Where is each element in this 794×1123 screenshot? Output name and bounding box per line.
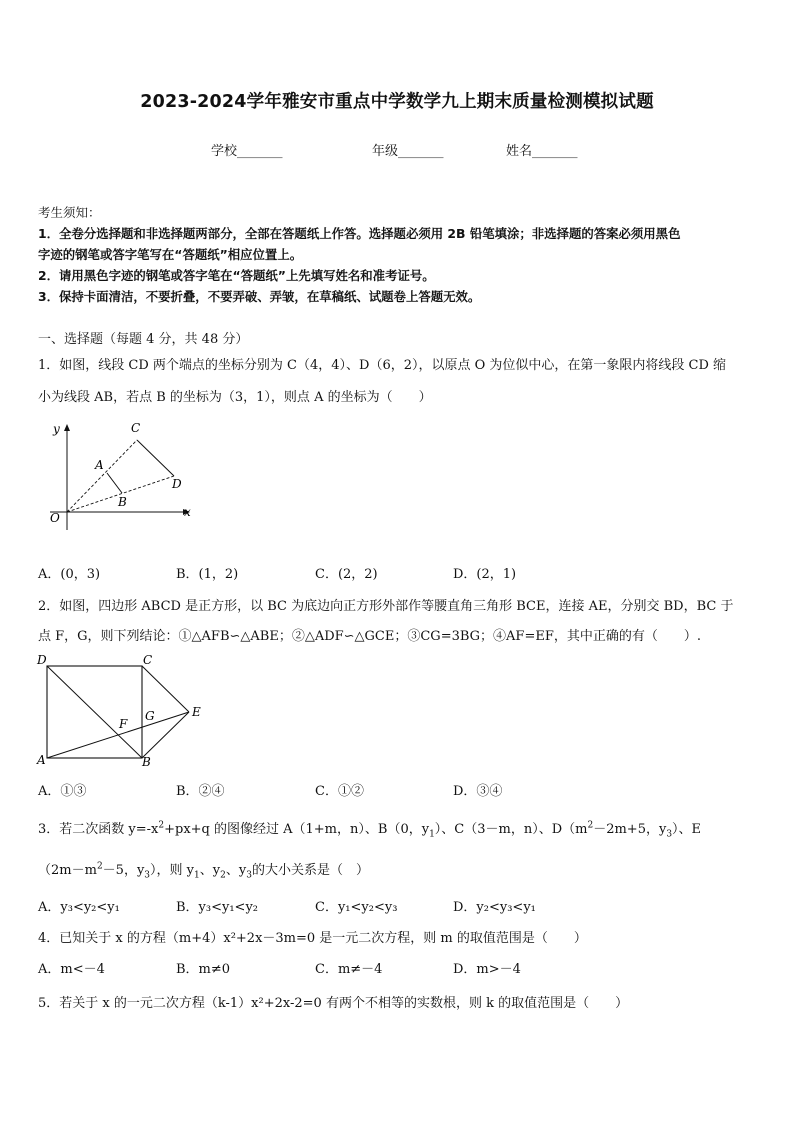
q3-line1-part-d: －2m+5，y — [593, 822, 667, 837]
q1-option-d[interactable]: D．(2，1) — [453, 567, 517, 582]
q3-line1-part-a: 3．若二次函数 y=-x — [38, 822, 159, 837]
q2-label-e: E — [192, 705, 201, 719]
q1-label-b: B — [118, 495, 127, 509]
q2-option-c[interactable]: C．①② — [315, 784, 364, 799]
q3-line2-part-a: （2m－m — [38, 863, 97, 878]
q1-option-c[interactable]: C．(2，2) — [315, 567, 378, 582]
q3-option-a[interactable]: A．y₃<y₂<y₁ — [38, 900, 120, 915]
q3-line2-part-b: －5，y — [102, 863, 145, 878]
name-field: 姓名_______ — [506, 144, 578, 159]
q1-label-y: y — [53, 422, 60, 436]
q1-text-line-2: 小为线段 AB，若点 B 的坐标为（3，1），则点 A 的坐标为（ ） — [38, 390, 432, 405]
q2-label-a: A — [37, 753, 46, 767]
q1-option-b[interactable]: B．(1，2) — [176, 567, 239, 582]
q1-label-x: x — [184, 505, 191, 519]
q3-line2-part-d: 、y — [199, 863, 221, 878]
q4-option-c[interactable]: C．m≠－4 — [315, 962, 383, 977]
q1-text-line-1: 1．如图，线段 CD 两个端点的坐标分别为 C（4，4）、D（6，2），以原点 O 为位似中心，在第一象限内将线段 CD 缩 — [38, 358, 727, 373]
q1-y-arrow — [64, 424, 70, 431]
q2-diagonal-bd — [47, 666, 142, 758]
notice-item-1-line-2: 字迹的钢笔或答字笔写在“答题纸”相应位置上。 — [38, 247, 303, 262]
q3-option-c[interactable]: C．y₁<y₂<y₃ — [315, 900, 398, 915]
school-field: 学校_______ — [211, 144, 283, 159]
q4-option-d[interactable]: D．m>－4 — [453, 962, 521, 977]
q1-label-o: O — [50, 511, 60, 525]
q2-segment-ce — [142, 666, 189, 712]
q2-label-g: G — [145, 709, 155, 723]
q2-label-f: F — [119, 717, 128, 731]
q2-option-a[interactable]: A．①③ — [38, 784, 87, 799]
q2-text-line-1: 2．如图，四边形 ABCD 是正方形，以 BC 为底边向正方形外部作等腰直角三角形 BCE，连接 AE，分别交 BD，BC 于 — [38, 599, 734, 614]
q3-option-d[interactable]: D．y₂<y₃<y₁ — [453, 900, 536, 915]
q1-label-c: C — [131, 421, 141, 435]
q2-text-line-2: 点 F，G，则下列结论：①△AFB∽△ABE；②△ADF∽△GCE；③CG=3BG；④AF=EF，其中正确的有（ ）. — [38, 629, 701, 644]
q1-segment-ab — [107, 473, 122, 493]
q2-label-d: D — [37, 653, 47, 667]
notice-item-2: 2．请用黑色字迹的钢笔或答字笔在“答题纸”上先填写姓名和准考证号。 — [38, 268, 435, 283]
q1-option-a[interactable]: A．(0，3) — [38, 567, 101, 582]
q3-line2-part-c: ），则 y — [150, 863, 195, 878]
q3-option-b[interactable]: B．y₃<y₁<y₂ — [176, 900, 259, 915]
q2-label-b: B — [142, 755, 151, 769]
q2-figure — [34, 652, 214, 770]
q4-option-b[interactable]: B．m≠0 — [176, 962, 231, 977]
q4-text: 4．已知关于 x 的方程（m+4）x²+2x－3m=0 是一元二次方程，则 m 的取值范围是（ ） — [38, 931, 587, 946]
q3-line1-part-c: ）、C（3－m，n）、D（m — [434, 822, 588, 837]
q3-line1-part-e: ）、E — [672, 822, 702, 837]
section-heading: 一、选择题（每题 4 分，共 48 分） — [38, 332, 249, 347]
q1-figure — [40, 418, 200, 530]
notice-heading: 考生须知： — [38, 205, 101, 220]
q2-option-d[interactable]: D．③④ — [453, 784, 503, 799]
q3-text-line-1: 3．若二次函数 $y=-x^2+px+q$ 的图像经过 A（1+m，n）、B（0，$y_1$）、C（3－m，n）、$D(m^2-2m+5$，$y_3$）、E — [38, 820, 702, 840]
page-title: 2023-2024学年雅安市重点中学数学九上期末质量检测模拟试题 — [140, 92, 654, 112]
notice-item-3: 3．保持卡面清洁，不要折叠，不要弄破、弄皱，在草稿纸、试题卷上答题无效。 — [38, 289, 481, 304]
notice-item-1-line-1: 1．全卷分选择题和非选择题两部分，全部在答题纸上作答。选择题必须用 2B 铅笔填涂；非选择题的答案必须用黑色 — [38, 226, 681, 241]
q2-label-c: C — [143, 653, 153, 667]
q3-line2-part-e: 、y — [225, 863, 247, 878]
q3-line1-part-b: +px+q 的图像经过 A（1+m，n）、B（0，y — [164, 822, 430, 837]
grade-field: 年级_______ — [372, 144, 444, 159]
q2-segment-ae — [47, 712, 189, 758]
q3-line2-part-f: 的大小关系是（ ） — [251, 863, 369, 878]
q5-text: 5．若关于 x 的一元二次方程（k-1）x²+2x-2=0 有两个不相等的实数根，则 k 的取值范围是（ ） — [38, 996, 629, 1011]
q3-text-line-2: （$2m-m^2-5$，$y_3$），则 $y_1$、$y_2$、$y_3$的大小关系是（ ） — [38, 861, 369, 881]
q1-segment-cd — [137, 440, 174, 476]
q2-option-b[interactable]: B．②④ — [176, 784, 225, 799]
q1-label-a: A — [95, 458, 104, 472]
q4-option-a[interactable]: A．m<－4 — [38, 962, 105, 977]
q1-label-d: D — [172, 477, 182, 491]
